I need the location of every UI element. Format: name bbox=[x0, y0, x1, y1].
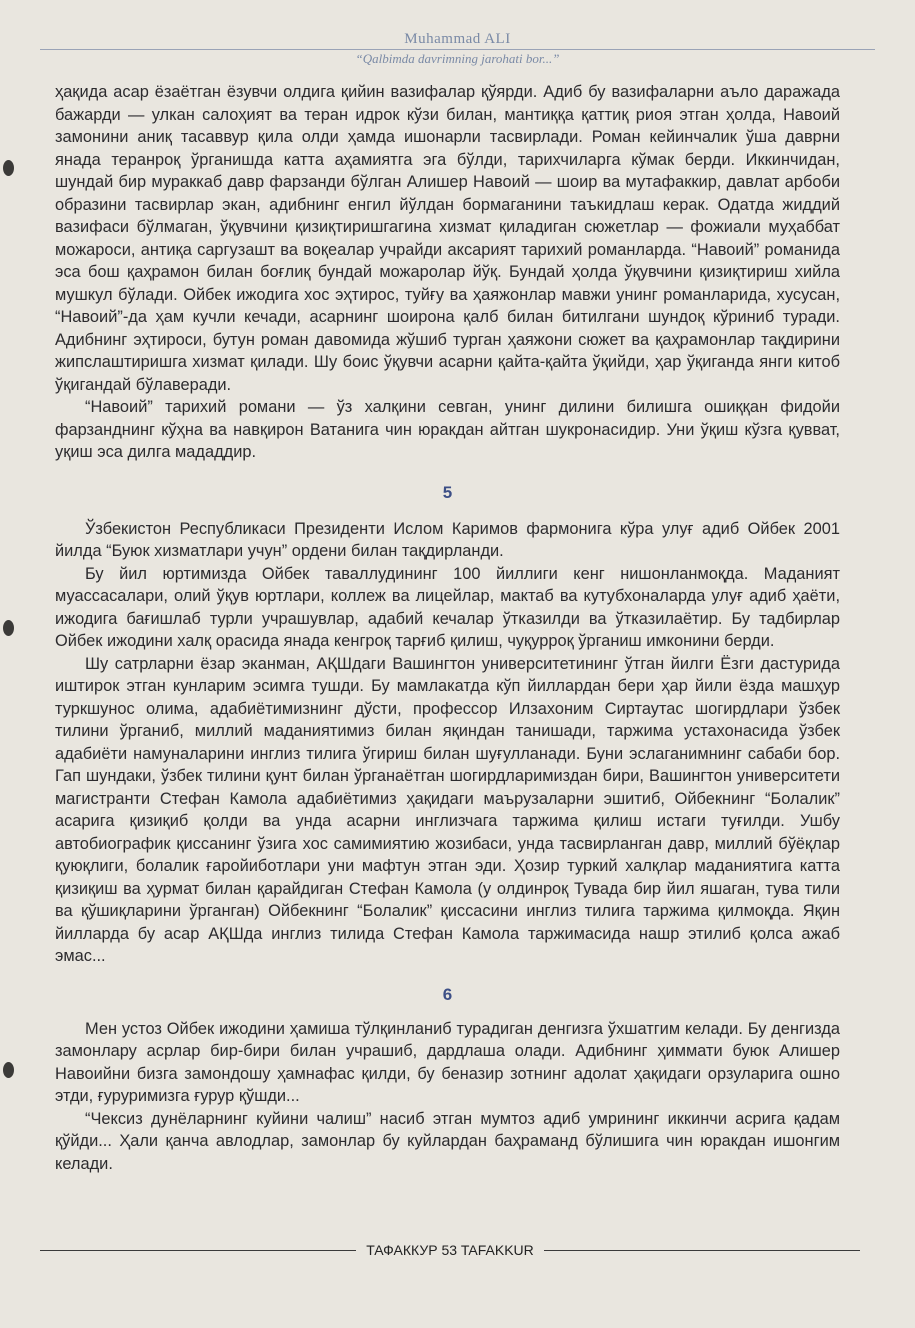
body-paragraph: Ўзбекистон Республикаси Президенти Ислом Каримов фармонига кўра улуғ адиб Ойбек 2001 йилда “Буюк хизматлари учун” ордени билан тақдирланди. bbox=[55, 519, 840, 560]
body-paragraph: “Навоий” тарихий романи — ўз халқини севган, унинг дилини билишга ошиққан фидойи фарзанднинг кўҳна ва навқирон Ватанига чин юракдан айтган шукронасидир. Уни ўқиш кўзга қувват, уқиш эса дилга мададдир. bbox=[55, 398, 840, 461]
running-header bbox=[0, 30, 915, 68]
body-paragraph: ҳақида асар ёзаётган ёзувчи олдига қийин вазифалар қўярди. Адиб бу вазифаларни аъло даражада бажарди — улкан салоҳият ва теран идрок кўзи билан, мантиққа қаттиқ риоя этган ҳолда, Навоий замонини аниқ тасаввур қила олди ҳамда ишонарли тасвирлади. Роман кейинчалик ўша даврни янада теранроқ ўрганишда катта аҳамиятга эга бўлди, тарихчиларга кўмак берди. Иккинчидан, шундай бир мураккаб давр фарзанди бўлган Алишер Навоий — шоир ва мутафаккир, давлат арбоби образини тасвирлар экан, адибнинг енгил йўлдан бормаганини таъкидлаш керак. Одатда жиддий вазифаси бўлмаган, ўқувчини қизиқтиришгагина хизмат қиладиган сюжетлар — фожиали муҳаббат можароси, антиқа саргузашт ва воқеалар учрайди аксарият тарихий романларда. “Навоий” романида эса бош қаҳрамон билан боғлиқ бундай можаролар йўқ. Бундай ҳолда ўқувчини қизиқтириш хийла мушкул бўлади. Ойбек ижодига хос эҳтирос, туйғу ва ҳаяжонлар мавжи унинг романларида, хусусан, “Навоий”-да ҳам кучли кечади, асарнинг шоирона қалб билан битилгани шундоқ кўриниб туради. Адибнинг эҳтироси, бутун роман давомида жўшиб турган ҳаяжони сюжет ва қаҳрамонлар тақдирини жипслаштиришга хизмат қилади. Шу боис ўқувчи асарни қайта-қайта ўқийди, ҳар ўқиганда янги китоб ўқигандай бўлаверади. bbox=[55, 83, 840, 394]
body-paragraph: Шу сатрларни ёзар эканман, АҚШдаги Вашингтон университетининг ўтган йилги Ёзги дастурида иштирок этган кунларим эсимга тушди. Бу мамлакатда кўп йиллардан бери ҳар йили ёзда машҳур туркшунос олима, адабиётимизнинг дўсти, профессор Илзахоним Сиртаутас шогирдлари ўзбек тилини ўрганиб, миллий маданиятимиз билан яқиндан танишади, таржима устахонасида ўзбек адабиёти намуналарини инглиз тилига ўгириш билан шуғулланади. Буни эслаганимнинг сабаби бор. Гап шундаки, ўзбек тилини қунт билан ўрганаётган шогирдларимиздан бири, Вашингтон университети магистранти Стефан Камола адабиётимиз ҳақидаги маърузаларни эшитиб, Ойбекнинг “Болалик” асарига қизиқиб қолди ва унда асарни инглизчага таржима қилиш истаги туғилди. Ушбу автобиографик қиссанинг ўзига хос самимиятию жозибаси, унда тасвирланган давр, миллий бўёқлар қуюқлиги, болалик ғаройиботлари уни мафтун этган эди. Ҳозир туркий халқлар маданиятига катта қизиқиш ва ҳурмат билан қарайдиган Стефан Камола (у олдинроқ Тувада бир йил яшаган, тува тили ва қўшиқларини ўрганган) Ойбекнинг “Болалик” қиссасини инглиз тилига таржима қилмоқда. Яқин йилларда бу асар АҚШда инглиз тилида Стефан Камола таржимасида нашр этилиб қолса ажаб эмас... bbox=[55, 654, 840, 965]
page-footer bbox=[40, 1240, 860, 1260]
binder-hole-mark bbox=[3, 160, 14, 176]
body-paragraph: Бу йил юртимизда Ойбек таваллудининг 100 йиллиги кенг нишонланмоқда. Маданият муассасалари, олий ўқув юртлари, коллеж ва лицейлар, мактаб ва кутубхоналарда улуғ адиб ҳаёти, ижодига бағишлаб турли учрашувлар, адабий кечалар ўтказилди ва ўтказилаётир. Бу тадбирлар Ойбек ижодини халқ орасида янада кенгроқ тарғиб қилиш, чуқурроқ ўрганиш имконини берди. bbox=[55, 564, 840, 650]
section-number: 6 bbox=[442, 984, 453, 1004]
header-rule bbox=[40, 49, 875, 50]
body-paragraph: “Чексиз дунёларнинг куйини чалиш” насиб этган мумтоз адиб умрининг иккинчи асрига қадам қўйди... Ҳали қанча авлодлар, замонлар бу куйлардан баҳраманд бўлишига чин юракдан ишонгим келади. bbox=[55, 1109, 840, 1173]
header-subtitle: “Qalbimda davrimning jarohati bor...” bbox=[355, 51, 560, 66]
article-body bbox=[55, 81, 840, 1175]
section-number: 5 bbox=[442, 482, 453, 502]
binder-hole-mark bbox=[3, 620, 14, 636]
footer-page-label: ТАФАККУР 53 TAFAKKUR bbox=[356, 1242, 544, 1258]
binder-hole-mark bbox=[3, 1062, 14, 1078]
body-paragraph: Мен устоз Ойбек ижодини ҳамиша тўлқинланиб турадиган денгизга ўхшатгим келади. Бу денгизда замонлару асрлар бир-бири билан учрашиб, дардлаша олади. Адибнинг ҳиммати буюк Алишер Навоийни бизга замондошу ҳамнафас қилди, бу беназир зотнинг адолат ҳақидаги орзуларига ошно этди, ғуруримизга ғурур қўшди... bbox=[55, 1019, 840, 1105]
header-author: Muhammad ALI bbox=[404, 31, 511, 47]
footer-label bbox=[40, 1240, 860, 1260]
